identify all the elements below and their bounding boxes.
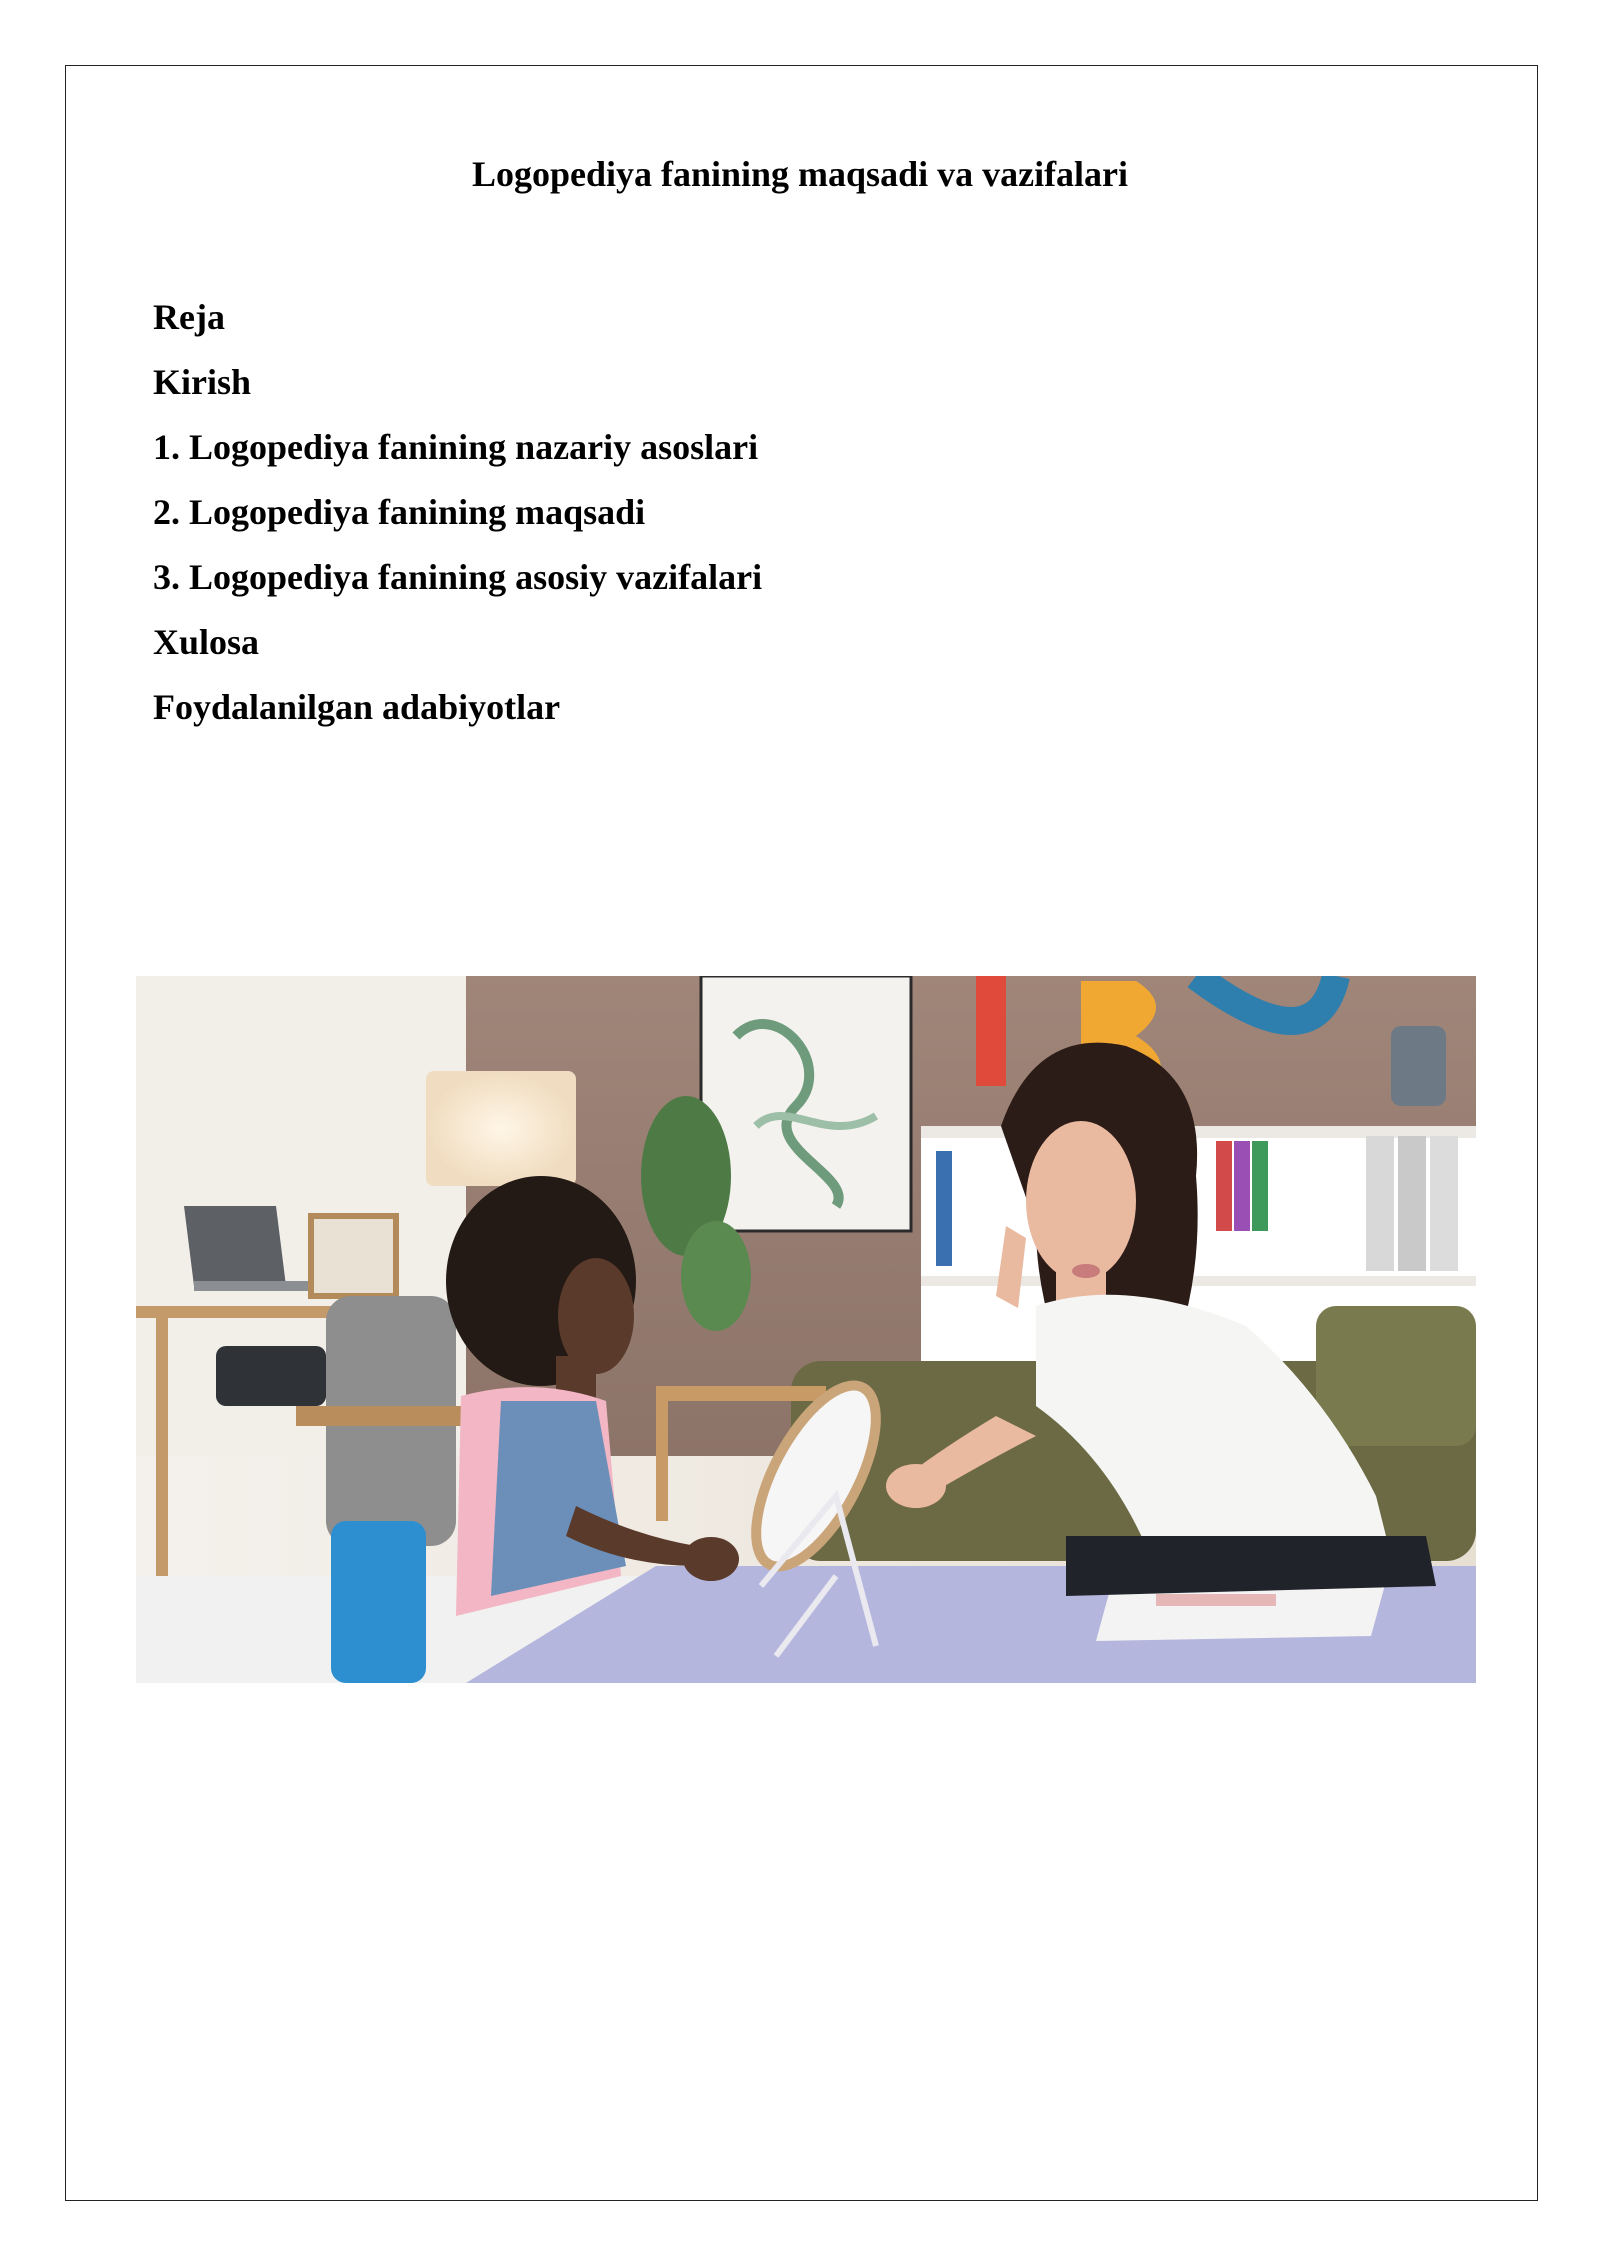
plan-item-1: 1. Logopediya fanining nazariy asoslari [153, 427, 759, 467]
plan-item-conclusion: Xulosa [153, 622, 260, 662]
plan-item-references: Foydalanilgan adabiyotlar [153, 687, 561, 727]
plan-heading: Reja [153, 297, 225, 337]
document-title: Logopediya fanining maqsadi va vazifalari [471, 154, 1129, 194]
plan-item-2: 2. Logopediya fanining maqsadi [153, 492, 646, 532]
plan-item-introduction: Kirish [153, 362, 252, 402]
plan-outline [153, 285, 762, 740]
plan-item-3: 3. Logopediya fanining asosiy vazifalari [153, 557, 763, 597]
speech-therapy-photo [136, 976, 1476, 1683]
